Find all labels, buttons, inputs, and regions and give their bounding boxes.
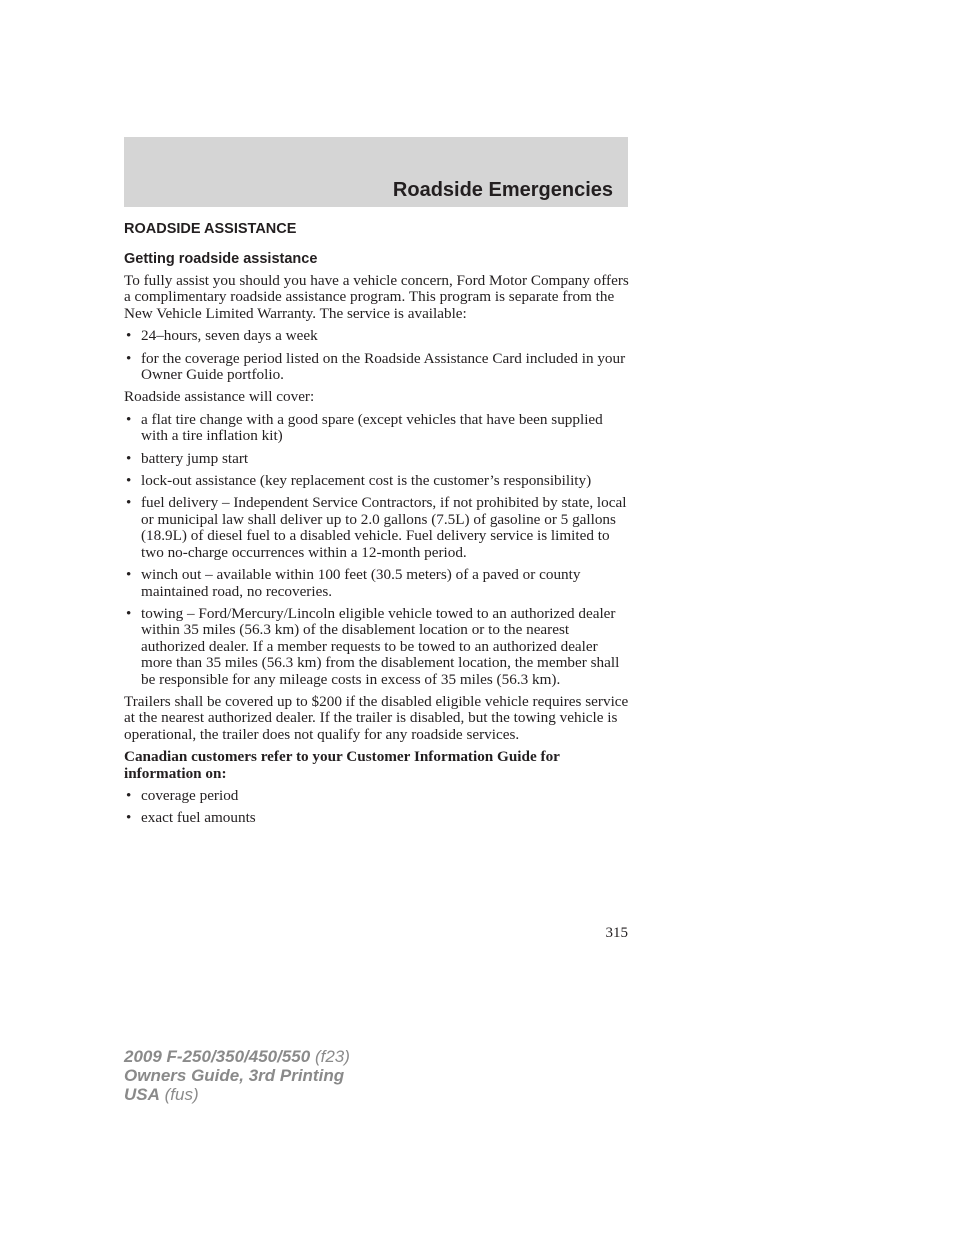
list-item: • winch out – available within 100 feet (30.5 meters) of a paved or county maintained road, no recoveries.: [124, 567, 629, 600]
list-item: • lock-out assistance (key replacement cost is the customer’s responsibility): [124, 473, 629, 489]
trailers-paragraph: Trailers shall be covered up to $200 if the disabled eligible vehicle requires service at the nearest authorized dealer. If the trailer is disabled, but the towing vehicle is operational, the trailer does not qualify for any roadside services.: [124, 692, 629, 743]
footer-market-code: (fus): [159, 1085, 199, 1104]
list-item: • towing – Ford/Mercury/Lincoln eligible vehicle towed to an authorized dealer within 35 miles (56.3 km) of the disablement location or to the nearest authorized dealer. If a member requests to be towed to an authorized dealer more than 35 miles (56.3 km) from the disablement location, the member shall be responsible for any mileage costs in excess of 35 miles (56.3 km).: [124, 606, 629, 688]
page-number: 315: [605, 925, 628, 941]
chapter-header-band: [124, 137, 628, 207]
chapter-title: Roadside Emergencies: [392, 179, 613, 201]
list-item: • for the coverage period listed on the Roadside Assistance Card included in your Owner Guide portfolio.: [124, 351, 629, 384]
sub-heading: Getting roadside assistance: [124, 251, 318, 267]
document-footer: [124, 1047, 350, 1104]
coverage-list: [124, 412, 629, 688]
intro-paragraph: To fully assist you should you have a vehicle concern, Ford Motor Company offers a complimentary roadside assistance program. This program is separate from the New Vehicle Limited Warranty. The service is available:: [124, 272, 629, 322]
footer-model: 2009 F-250/350/450/550: [124, 1047, 311, 1066]
page-content: [124, 220, 629, 833]
canadian-list: [124, 788, 629, 827]
list-item: • coverage period: [124, 788, 629, 804]
list-item: • a flat tire change with a good spare (except vehicles that have been supplied with a tire inflation kit): [124, 412, 629, 445]
footer-market: USA: [124, 1085, 160, 1104]
footer-line-edition: Owners Guide, 3rd Printing: [124, 1066, 345, 1085]
footer-model-code: (f23): [310, 1047, 350, 1066]
footer-line-market: [124, 1085, 350, 1104]
section-heading: ROADSIDE ASSISTANCE: [124, 221, 297, 237]
coverage-intro: Roadside assistance will cover:: [124, 388, 315, 406]
list-item: • 24–hours, seven days a week: [124, 328, 629, 344]
footer-line-model: [124, 1047, 350, 1066]
list-item: • exact fuel amounts: [124, 810, 629, 826]
list-item: • battery jump start: [124, 451, 629, 467]
canadian-note: Canadian customers refer to your Customer Information Guide for information on:: [124, 748, 560, 782]
list-item: • fuel delivery – Independent Service Contractors, if not prohibited by state, local or municipal law shall deliver up to 2.0 gallons (7.5L) of gasoline or 5 gallons (18.9L) of diesel fuel to a disabled vehicle. Fuel delivery service is limited to two no-charge occurrences within a 12-month period.: [124, 495, 629, 561]
availability-list: [124, 328, 629, 383]
